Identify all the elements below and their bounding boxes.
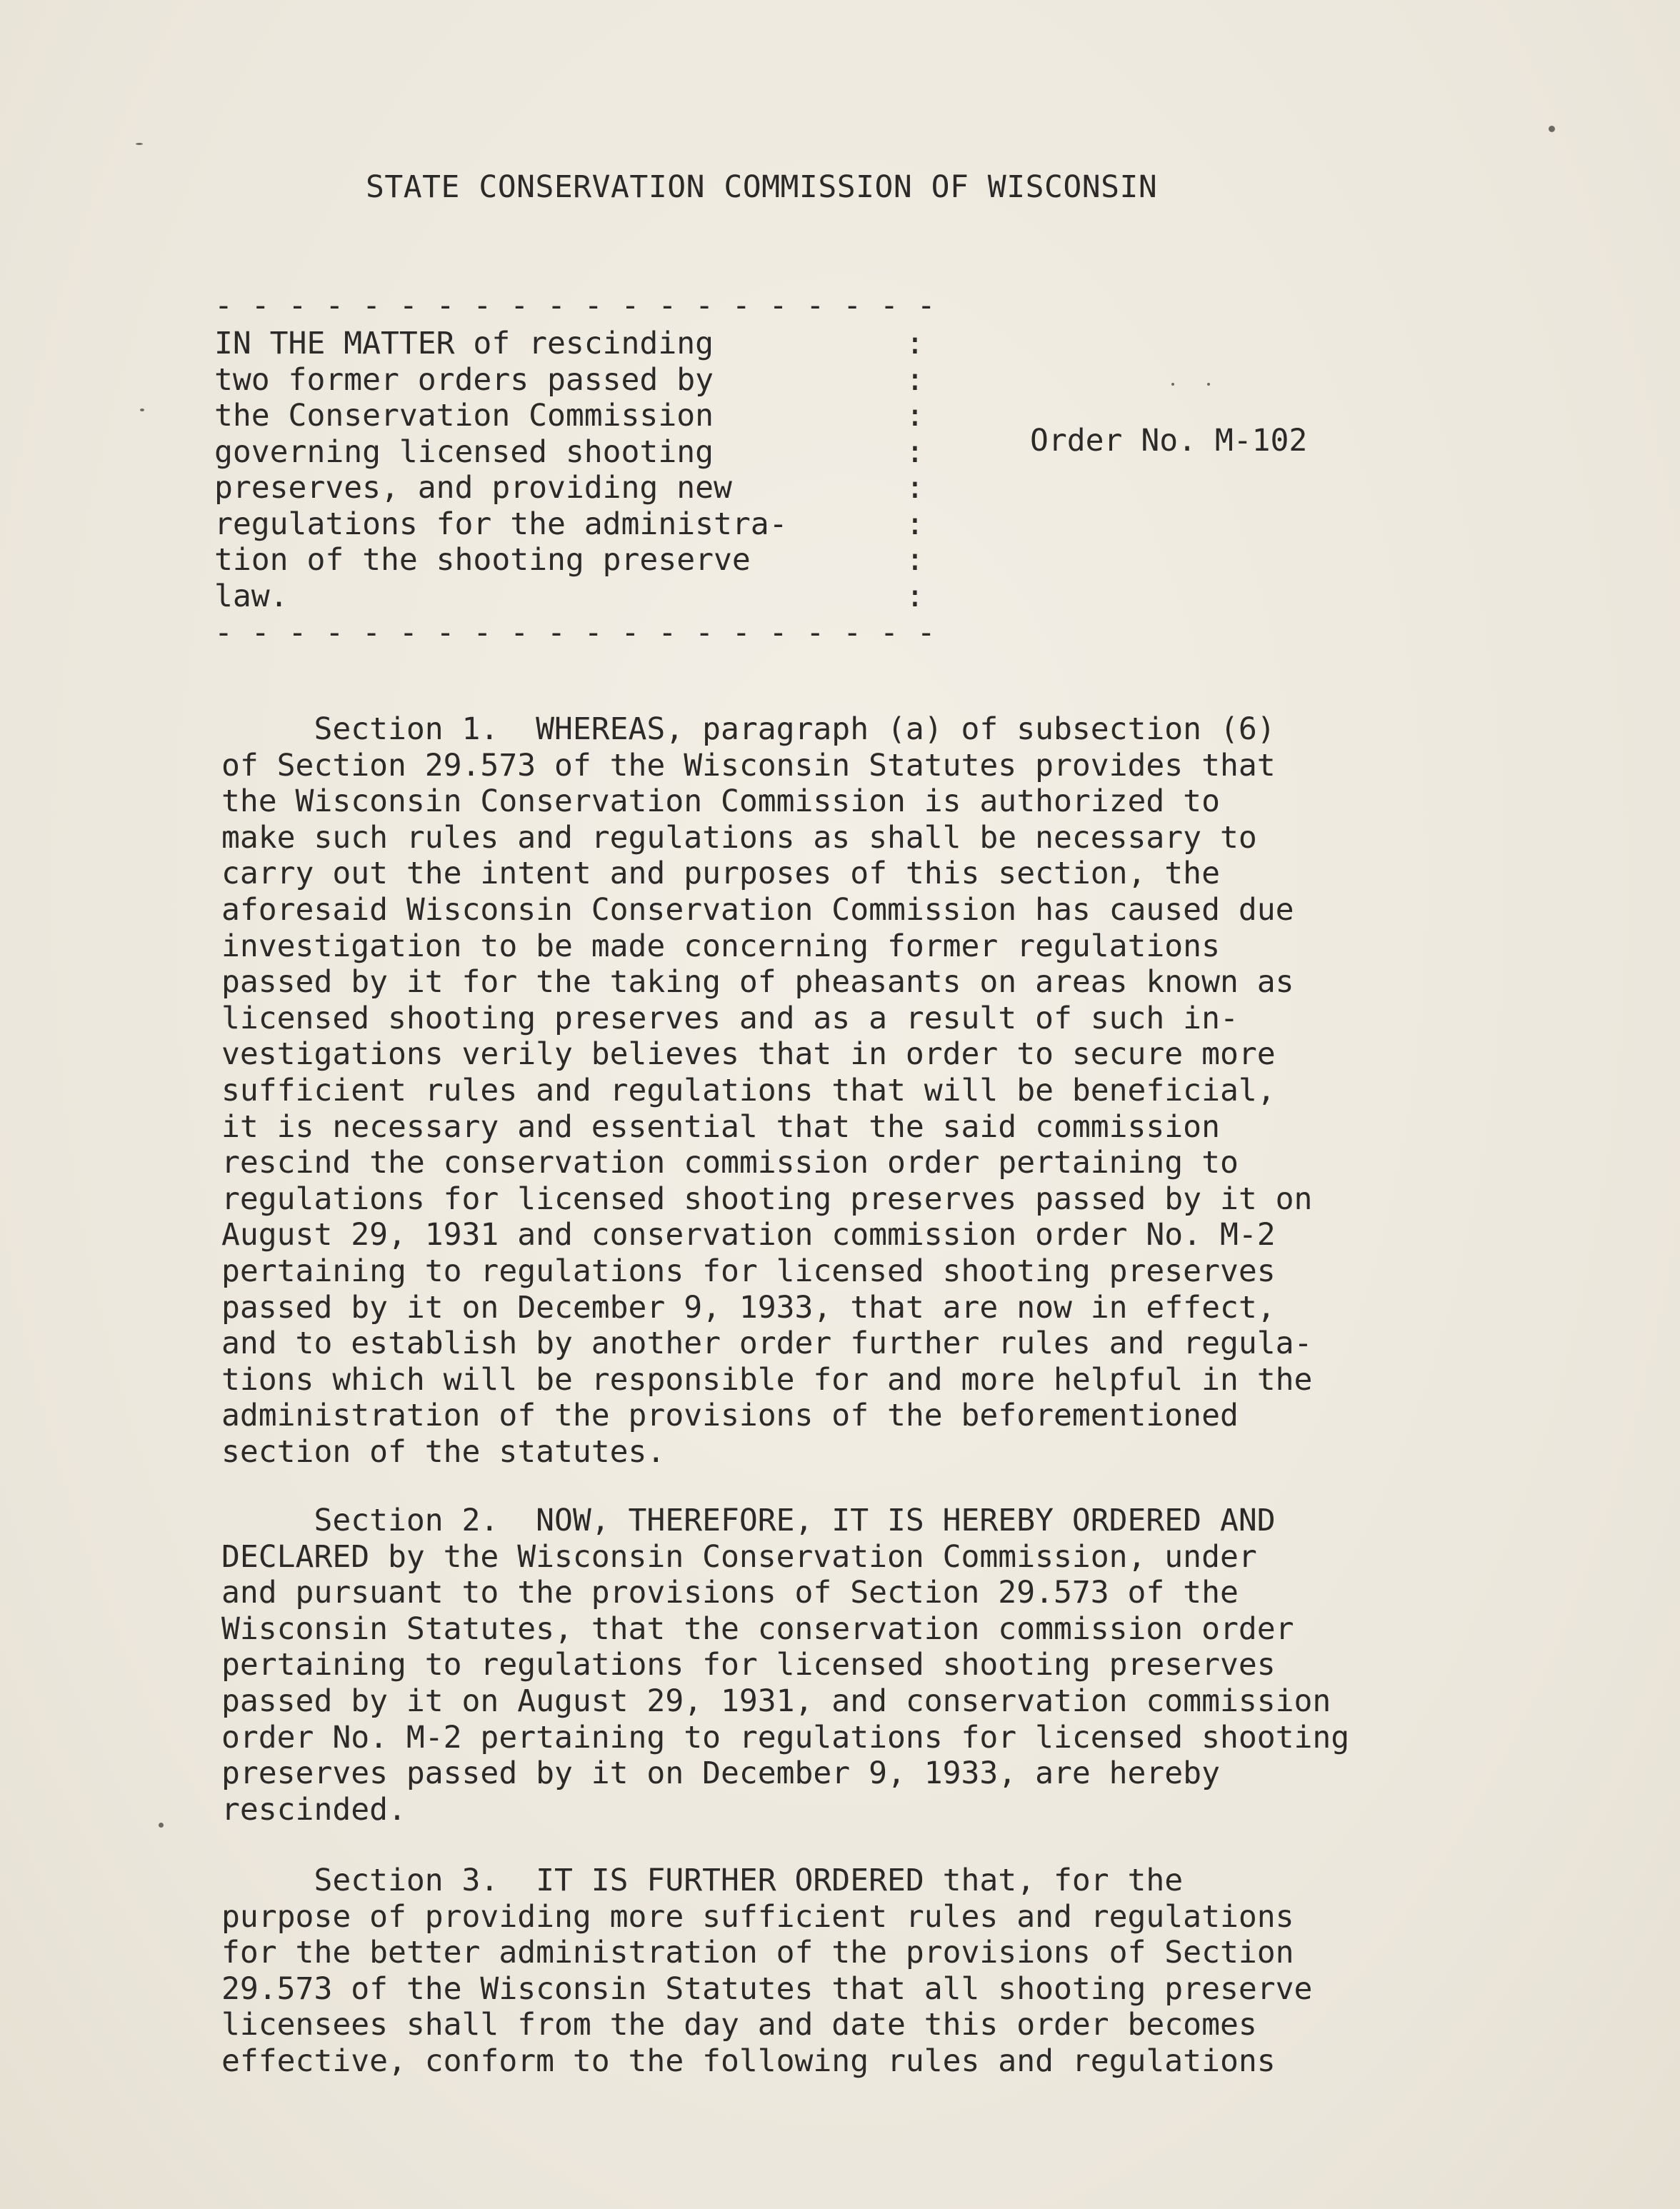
section-1-line: it is necessary and essential that the said commission (221, 1108, 1220, 1145)
paper-speck (1171, 383, 1174, 386)
caption-line-text: the Conservation Commission (214, 398, 714, 434)
caption-bottom-rule: - - - - - - - - - - - - - - - - - - - - (214, 615, 936, 651)
section-2-line: and pursuant to the provisions of Section 29.573 of the (221, 1575, 1239, 1611)
section-1-line: carry out the intent and purposes of this section, the (221, 856, 1220, 892)
caption-line-text: IN THE MATTER of rescinding (214, 326, 714, 361)
caption-line-text: governing licensed shooting (214, 434, 714, 470)
section-1-line: and to establish by another order further rules and regula- (221, 1326, 1313, 1362)
caption-colon: : (906, 506, 924, 542)
paper-speck (1207, 383, 1210, 386)
section-3-line: 29.573 of the Wisconsin Statutes that all shooting preserve (221, 1970, 1313, 2007)
section-1-line: make such rules and regulations as shall be necessary to (221, 819, 1257, 856)
caption-line (214, 326, 936, 362)
section-1-line: passed by it for the taking of pheasants on areas known as (221, 964, 1294, 1001)
caption-line-text: two former orders passed by (214, 361, 714, 398)
section-3-line: for the better administration of the provisions of Section (221, 1935, 1294, 1971)
section-2-line: order No. M-2 pertaining to regulations for licensed shooting (221, 1719, 1350, 1755)
caption-colon: : (906, 470, 924, 506)
section-1-line: tions which will be responsible for and more helpful in the (221, 1361, 1313, 1398)
section-1-line: licensed shooting preserves and as a result of such in- (221, 1000, 1239, 1036)
section-3-line: Section 3. IT IS FURTHER ORDERED that, for the (221, 1863, 1184, 1898)
caption-colon: : (906, 542, 924, 578)
section-1-line: investigation to be made concerning former regulations (221, 928, 1220, 964)
caption-lines (214, 326, 936, 614)
paper-speck (1549, 126, 1555, 132)
section-3-line: purpose of providing more sufficient rules and regulations (221, 1898, 1294, 1935)
caption-line (214, 542, 936, 578)
caption-line-text: regulations for the administra- (214, 506, 788, 542)
caption-line (214, 398, 936, 434)
caption-line-text: tion of the shooting preserve (214, 542, 751, 578)
section-1-line: regulations for licensed shooting preserves passed by it on (221, 1181, 1313, 1217)
caption-line-text: preserves, and providing new (214, 470, 732, 506)
section-1-line: rescind the conservation commission order pertaining to (221, 1145, 1239, 1181)
section-2-line: rescinded. (221, 1791, 406, 1828)
section-1-line: pertaining to regulations for licensed shooting preserves (221, 1253, 1276, 1289)
caption-colon: : (906, 361, 924, 398)
case-caption-box (214, 288, 936, 651)
section-2-line: preserves passed by it on December 9, 1933, are hereby (221, 1755, 1220, 1792)
caption-colon: : (906, 326, 924, 361)
caption-line (214, 434, 936, 471)
section-2-line: Section 2. NOW, THEREFORE, IT IS HEREBY ORDERED AND (221, 1503, 1276, 1538)
section-1-line: August 29, 1931 and conservation commission order No. M-2 (221, 1217, 1276, 1253)
section-3 (221, 1863, 1621, 2080)
section-2-line: DECLARED by the Wisconsin Conservation Commission, under (221, 1538, 1257, 1575)
caption-line (214, 470, 936, 506)
caption-top-rule: - - - - - - - - - - - - - - - - - - - - (214, 288, 936, 324)
section-1-line: of Section 29.573 of the Wisconsin Statutes provides that (221, 747, 1276, 783)
order-number: Order No. M-102 (1030, 423, 1308, 459)
section-1-line: sufficient rules and regulations that will be beneficial, (221, 1072, 1276, 1108)
section-1-line: section of the statutes. (221, 1433, 666, 1470)
section-3-line: effective, conform to the following rules and regulations (221, 2043, 1276, 2079)
caption-colon: : (906, 578, 924, 614)
caption-line (214, 578, 936, 615)
caption-line (214, 506, 936, 543)
caption-line-text: law. (214, 578, 289, 614)
section-2-line: pertaining to regulations for licensed shooting preserves (221, 1647, 1276, 1683)
section-1-line: administration of the provisions of the beforementioned (221, 1398, 1239, 1434)
section-2-line: passed by it on August 29, 1931, and conservation commission (221, 1683, 1331, 1719)
caption-line (214, 362, 936, 399)
section-1-line: passed by it on December 9, 1933, that are now in effect, (221, 1289, 1276, 1326)
section-1 (221, 711, 1621, 1470)
section-2-line: Wisconsin Statutes, that the conservation commission order (221, 1611, 1294, 1647)
section-1-line: vestigations verily believes that in order to secure more (221, 1036, 1276, 1073)
document-title: STATE CONSERVATION COMMISSION OF WISCONSIN (366, 169, 1158, 205)
section-3-line: licensees shall from the day and date this order becomes (221, 2007, 1257, 2043)
section-1-line: Section 1. WHEREAS, paragraph (a) of subsection (6) (221, 711, 1276, 747)
caption-colon: : (906, 434, 924, 470)
caption-colon: : (906, 398, 924, 434)
section-2 (221, 1503, 1621, 1828)
paper-speck (140, 409, 144, 411)
section-1-line: aforesaid Wisconsin Conservation Commission has caused due (221, 891, 1294, 928)
paper-speck (136, 143, 143, 145)
paper-speck (159, 1823, 164, 1828)
section-1-line: the Wisconsin Conservation Commission is authorized to (221, 783, 1220, 820)
